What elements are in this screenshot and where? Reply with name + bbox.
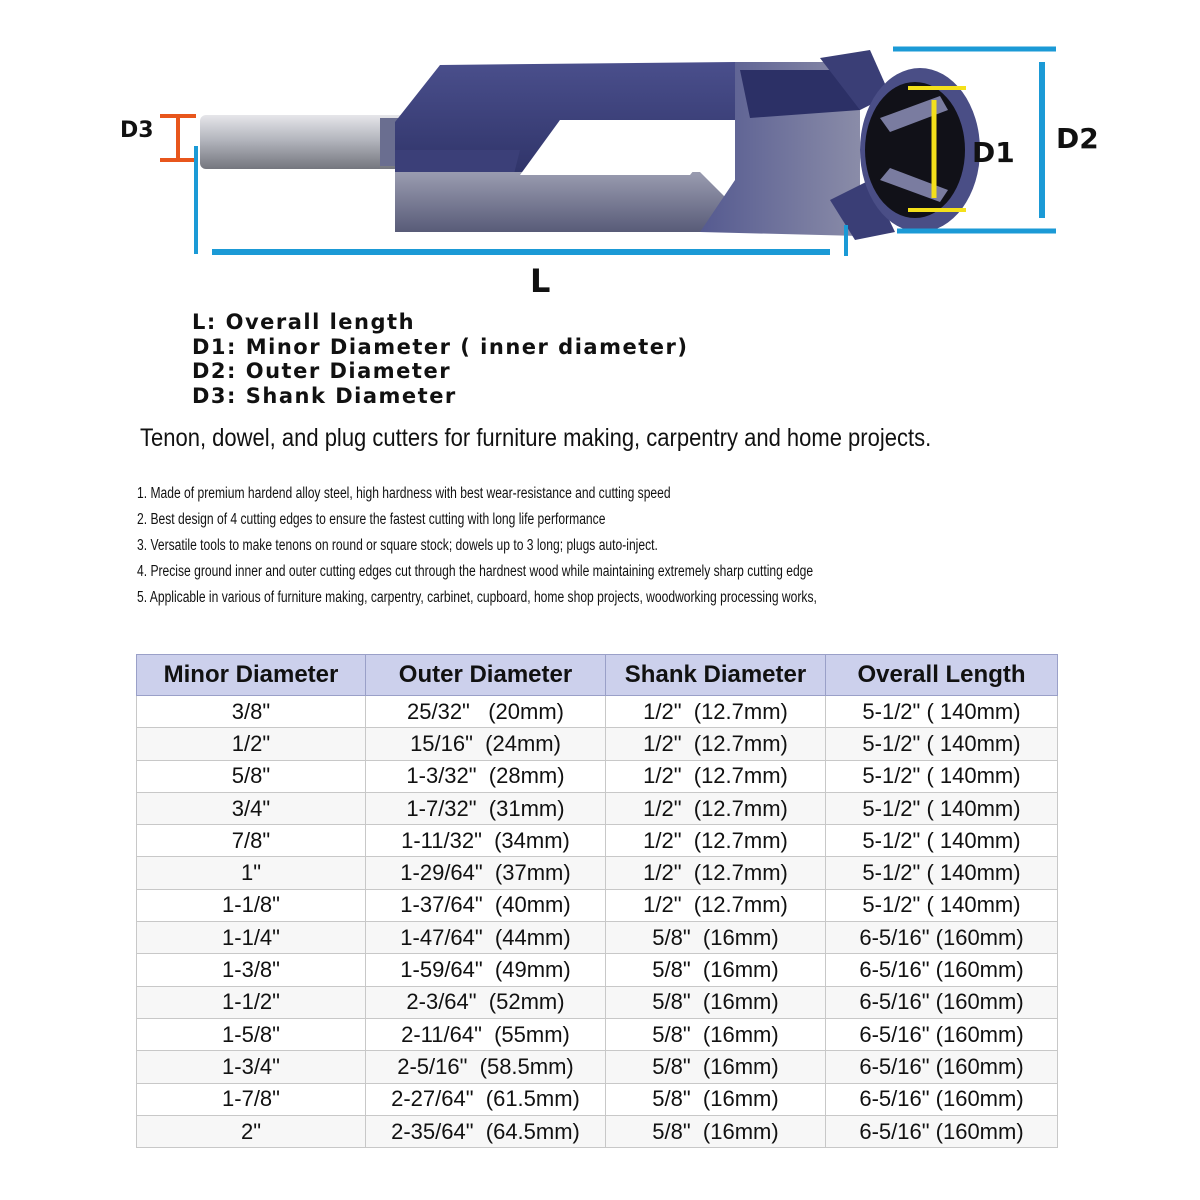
minor-diameter-cell: 5/8"	[137, 760, 366, 792]
outer-diameter-cell: 1-47/64" (44mm)	[366, 922, 606, 954]
shank-diameter-cell: 5/8" (16mm)	[606, 986, 826, 1018]
feature-item: 5. Applicable in various of furniture making, carpentry, carbinet, cupboard, home shop projects, woodworking processing works,	[137, 589, 817, 606]
outer-diameter-cell: 1-11/32" (34mm)	[366, 825, 606, 857]
table-row	[137, 1051, 1058, 1083]
shank-diameter-cell: 1/2" (12.7mm)	[606, 728, 826, 760]
outer-diameter-cell: 15/16" (24mm)	[366, 728, 606, 760]
feature-item: 1. Made of premium hardend alloy steel, high hardness with best wear-resistance and cutting speed	[137, 485, 671, 502]
outer-diameter-cell: 2-35/64" (64.5mm)	[366, 1115, 606, 1147]
outer-diameter-cell: 2-27/64" (61.5mm)	[366, 1083, 606, 1115]
l-label: L	[530, 262, 551, 300]
table-row	[137, 922, 1058, 954]
table-row	[137, 696, 1058, 728]
legend-d2: D2: Outer Diameter	[192, 359, 452, 383]
minor-diameter-cell: 1-3/4"	[137, 1051, 366, 1083]
table-row	[137, 954, 1058, 986]
tenon-cutter-diagram	[0, 0, 1200, 300]
table-body	[137, 696, 1058, 1148]
overall-length-cell: 5-1/2" ( 140mm)	[826, 696, 1058, 728]
overall-length-cell: 6-5/16" (160mm)	[826, 986, 1058, 1018]
legend-d1: D1: Minor Diameter ( inner diameter)	[192, 334, 689, 359]
table-row	[137, 792, 1058, 824]
feature-item: 2. Best design of 4 cutting edges to ensure the fastest cutting with long life performance	[137, 511, 606, 528]
shank-diameter-cell: 5/8" (16mm)	[606, 1051, 826, 1083]
feature-list	[137, 481, 817, 611]
dimension-legend	[192, 310, 688, 408]
minor-diameter-cell: 1-3/8"	[137, 954, 366, 986]
minor-diameter-cell: 1-7/8"	[137, 1083, 366, 1115]
table-row	[137, 1083, 1058, 1115]
overall-length-cell: 5-1/2" ( 140mm)	[826, 857, 1058, 889]
spec-table	[136, 654, 1058, 1148]
d3-label: D3	[120, 118, 154, 143]
overall-length-cell: 5-1/2" ( 140mm)	[826, 728, 1058, 760]
shank-diameter-cell: 1/2" (12.7mm)	[606, 696, 826, 728]
cutter-body	[395, 50, 895, 240]
overall-length-cell: 5-1/2" ( 140mm)	[826, 760, 1058, 792]
table-row	[137, 728, 1058, 760]
table-row	[137, 1018, 1058, 1050]
header-shank-diameter: Shank Diameter	[606, 655, 826, 696]
minor-diameter-cell: 1-1/4"	[137, 922, 366, 954]
table-row	[137, 760, 1058, 792]
minor-diameter-cell: 1/2"	[137, 728, 366, 760]
shank-diameter-cell: 1/2" (12.7mm)	[606, 760, 826, 792]
overall-length-cell: 6-5/16" (160mm)	[826, 954, 1058, 986]
outer-diameter-cell: 1-3/32" (28mm)	[366, 760, 606, 792]
product-tagline: Tenon, dowel, and plug cutters for furniture making, carpentry and home projects.	[140, 424, 932, 452]
table-row	[137, 1115, 1058, 1147]
header-minor-diameter: Minor Diameter	[137, 655, 366, 696]
outer-diameter-cell: 1-59/64" (49mm)	[366, 954, 606, 986]
d3-dimension	[120, 116, 196, 160]
minor-diameter-cell: 3/4"	[137, 792, 366, 824]
header-overall-length: Overall Length	[826, 655, 1058, 696]
overall-length-cell: 6-5/16" (160mm)	[826, 1051, 1058, 1083]
minor-diameter-cell: 1-5/8"	[137, 1018, 366, 1050]
table-row	[137, 857, 1058, 889]
legend-l: L: Overall length	[192, 310, 416, 334]
outer-diameter-cell: 2-11/64" (55mm)	[366, 1018, 606, 1050]
shank-diameter-cell: 1/2" (12.7mm)	[606, 792, 826, 824]
feature-item: 4. Precise ground inner and outer cutting edges cut through the hardnest wood while maintaining extremely sharp cutting edge	[137, 563, 814, 580]
table-row	[137, 825, 1058, 857]
feature-item: 3. Versatile tools to make tenons on round or square stock; dowels up to 3 long; plugs auto-inject.	[137, 537, 658, 554]
table-row	[137, 889, 1058, 921]
minor-diameter-cell: 3/8"	[137, 696, 366, 728]
outer-diameter-cell: 2-5/16" (58.5mm)	[366, 1051, 606, 1083]
outer-diameter-cell: 2-3/64" (52mm)	[366, 986, 606, 1018]
overall-length-cell: 5-1/2" ( 140mm)	[826, 889, 1058, 921]
d1-label: D1	[972, 136, 1015, 169]
overall-length-cell: 6-5/16" (160mm)	[826, 1083, 1058, 1115]
outer-diameter-cell: 1-29/64" (37mm)	[366, 857, 606, 889]
overall-length-cell: 6-5/16" (160mm)	[826, 1115, 1058, 1147]
shank-diameter-cell: 5/8" (16mm)	[606, 922, 826, 954]
table-header-row	[137, 655, 1058, 696]
legend-d3: D3: Shank Diameter	[192, 383, 457, 408]
cutting-head	[860, 68, 980, 232]
shank-diameter-cell: 5/8" (16mm)	[606, 1018, 826, 1050]
shank-diameter-cell: 1/2" (12.7mm)	[606, 857, 826, 889]
overall-length-cell: 6-5/16" (160mm)	[826, 1018, 1058, 1050]
shank	[0, 115, 414, 169]
shank-diameter-cell: 5/8" (16mm)	[606, 954, 826, 986]
shank-diameter-cell: 1/2" (12.7mm)	[606, 889, 826, 921]
table-row	[137, 986, 1058, 1018]
shank-diameter-cell: 5/8" (16mm)	[606, 1083, 826, 1115]
minor-diameter-cell: 7/8"	[137, 825, 366, 857]
outer-diameter-cell: 25/32" (20mm)	[366, 696, 606, 728]
outer-diameter-cell: 1-37/64" (40mm)	[366, 889, 606, 921]
overall-length-cell: 5-1/2" ( 140mm)	[826, 792, 1058, 824]
outer-diameter-cell: 1-7/32" (31mm)	[366, 792, 606, 824]
overall-length-cell: 6-5/16" (160mm)	[826, 922, 1058, 954]
header-outer-diameter: Outer Diameter	[366, 655, 606, 696]
d2-label: D2	[1056, 122, 1099, 155]
shank-diameter-cell: 5/8" (16mm)	[606, 1115, 826, 1147]
minor-diameter-cell: 1-1/2"	[137, 986, 366, 1018]
shank-diameter-cell: 1/2" (12.7mm)	[606, 825, 826, 857]
minor-diameter-cell: 1-1/8"	[137, 889, 366, 921]
overall-length-cell: 5-1/2" ( 140mm)	[826, 825, 1058, 857]
minor-diameter-cell: 2"	[137, 1115, 366, 1147]
minor-diameter-cell: 1"	[137, 857, 366, 889]
